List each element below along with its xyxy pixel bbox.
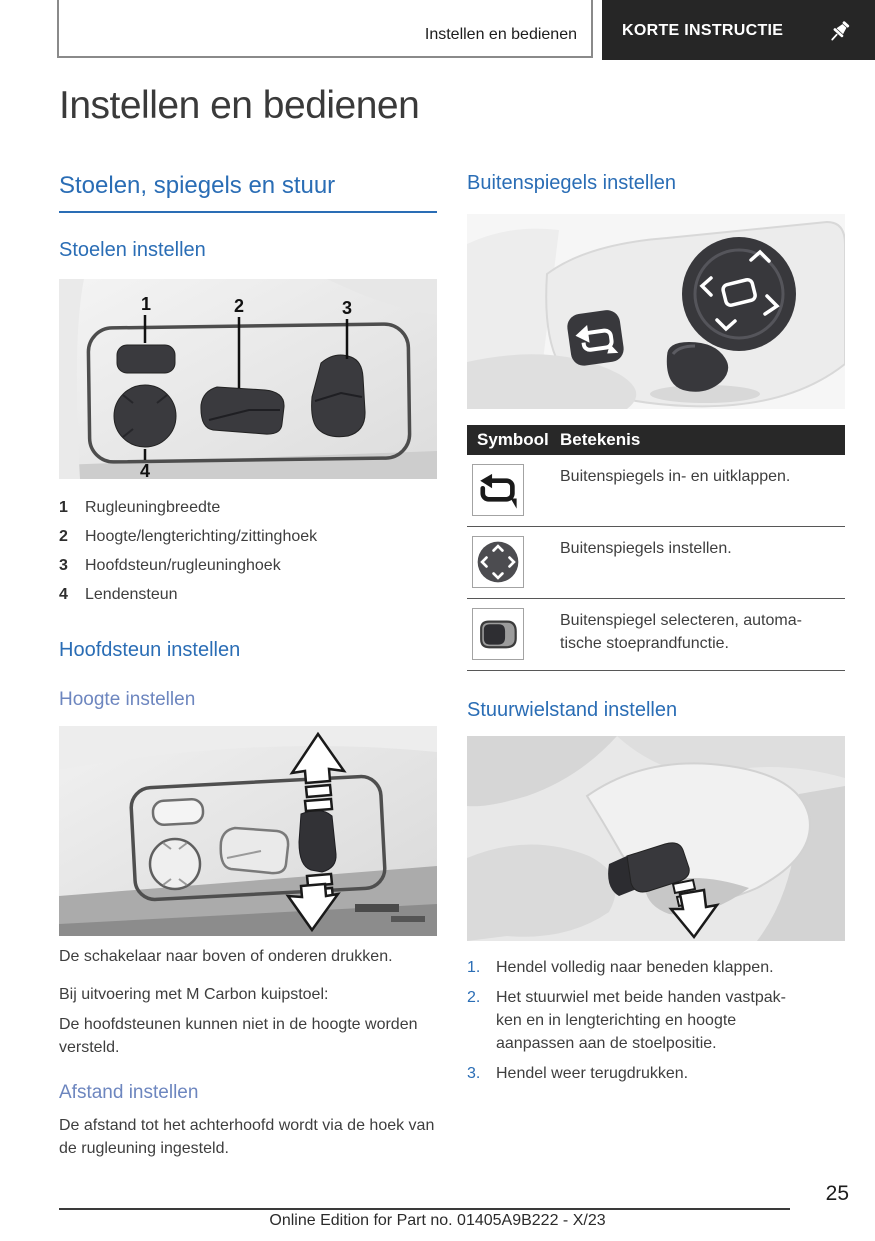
subsection-heading-adjust-mirrors: Buitenspiegels instellen bbox=[467, 172, 677, 194]
seat-figure-label-4: 4 bbox=[140, 461, 151, 479]
symbol-cell bbox=[467, 464, 560, 516]
step-item bbox=[467, 986, 845, 1055]
symbol-cell bbox=[467, 608, 560, 660]
mirror-symbols-table bbox=[467, 425, 845, 671]
paragraph-distance: De afstand tot het achterhoofd wordt via de hoek van de rugleuning ingesteld. bbox=[59, 1117, 435, 1157]
paragraph-switch-up-down: De schakelaar naar boven of onderen drukken. bbox=[59, 948, 393, 965]
page-number: 25 bbox=[825, 1182, 849, 1205]
paragraph-m-carbon-body: De hoofdsteunen kunnen niet in de hoogte worden versteld. bbox=[59, 1016, 418, 1056]
symbol-cell bbox=[467, 536, 560, 588]
seat-controls-illustration bbox=[59, 279, 437, 479]
step-text: Hendel volledig naar beneden klappen. bbox=[496, 959, 774, 976]
step-text: Het stuurwiel met beide handen vastpakken en in lengterichting en hoogte aanpassen aan de stoelpositie. bbox=[496, 989, 786, 1052]
legend-number: 1 bbox=[59, 499, 68, 516]
subsubsection-heading-adjust-height: Hoogte instellen bbox=[59, 689, 196, 710]
header-section-label: Instellen en bedienen bbox=[424, 26, 577, 43]
edition-note: Online Edition for Part no. 01405A9B222 - X/23 bbox=[269, 1212, 606, 1229]
legend-label: Hoogte/lengterichting/zittinghoek bbox=[85, 528, 318, 545]
step-item bbox=[467, 1062, 845, 1085]
seat-figure-label-1: 1 bbox=[141, 294, 152, 314]
symbol-meaning: Buitenspiegels in- en uitklappen. bbox=[560, 468, 791, 485]
left-column bbox=[59, 0, 437, 1160]
step-number: 1. bbox=[467, 959, 481, 976]
symbol-box bbox=[472, 464, 524, 516]
subsubsection-heading-adjust-distance: Afstand instellen bbox=[59, 1082, 199, 1103]
table-row bbox=[467, 527, 845, 599]
footer-divider bbox=[59, 1208, 790, 1210]
legend-item bbox=[59, 580, 437, 609]
steering-column-illustration bbox=[467, 736, 845, 941]
table-row bbox=[467, 599, 845, 671]
step-number: 3. bbox=[467, 1065, 481, 1082]
paragraph-m-carbon-intro: Bij uitvoering met M Carbon kuipstoel: bbox=[59, 986, 329, 1003]
step-text: Hendel weer terugdrukken. bbox=[496, 1065, 689, 1082]
legend-label: Hoofdsteun/rugleuninghoek bbox=[85, 557, 281, 574]
table-row bbox=[467, 455, 845, 527]
symbol-meaning: Buitenspiegels instellen. bbox=[560, 540, 732, 557]
legend-number: 3 bbox=[59, 557, 68, 574]
legend-item bbox=[59, 522, 437, 551]
headrest-switch-figure bbox=[59, 726, 437, 936]
mirror-controls-illustration bbox=[467, 214, 845, 409]
steering-column-figure bbox=[467, 736, 845, 941]
symbol-box bbox=[472, 608, 524, 660]
steering-steps-list bbox=[467, 956, 845, 1085]
seat-figure-label-3: 3 bbox=[342, 298, 353, 318]
symbol-box bbox=[472, 536, 524, 588]
step-item bbox=[467, 956, 845, 979]
right-column bbox=[467, 0, 845, 1092]
seat-controls-figure bbox=[59, 279, 437, 479]
legend-item bbox=[59, 493, 437, 522]
page-title: Instellen en bedienen bbox=[59, 84, 420, 127]
subsection-heading-adjust-steering-wheel: Stuurwielstand instellen bbox=[467, 699, 678, 721]
mirror-adjust-icon bbox=[475, 539, 521, 585]
table-header-symbol: Symbool bbox=[477, 430, 549, 449]
subsection-heading-adjust-headrest: Hoofdsteun instellen bbox=[59, 639, 241, 661]
symbol-meaning: Buitenspiegel selecteren, automatische stoeprandfunctie. bbox=[560, 612, 802, 652]
legend-number: 2 bbox=[59, 528, 68, 545]
mirror-fold-icon bbox=[476, 468, 520, 512]
legend-item bbox=[59, 551, 437, 580]
headrest-switch-illustration bbox=[59, 726, 437, 936]
section-heading-seats-mirrors-steering: Stoelen, spiegels en stuur bbox=[59, 172, 437, 213]
quick-instruction-label: KORTE INSTRUCTIE bbox=[622, 22, 784, 39]
seat-controls-legend bbox=[59, 493, 437, 609]
table-header-meaning: Betekenis bbox=[560, 430, 641, 449]
mirror-controls-figure bbox=[467, 214, 845, 409]
mirror-select-icon bbox=[475, 611, 521, 657]
seat-figure-label-2: 2 bbox=[234, 296, 245, 316]
step-number: 2. bbox=[467, 989, 481, 1006]
legend-label: Rugleuningbreedte bbox=[85, 499, 221, 516]
subsection-heading-adjust-seats: Stoelen instellen bbox=[59, 239, 206, 261]
table-header-row bbox=[467, 425, 845, 455]
legend-number: 4 bbox=[59, 586, 68, 603]
legend-label: Lendensteun bbox=[85, 586, 178, 603]
